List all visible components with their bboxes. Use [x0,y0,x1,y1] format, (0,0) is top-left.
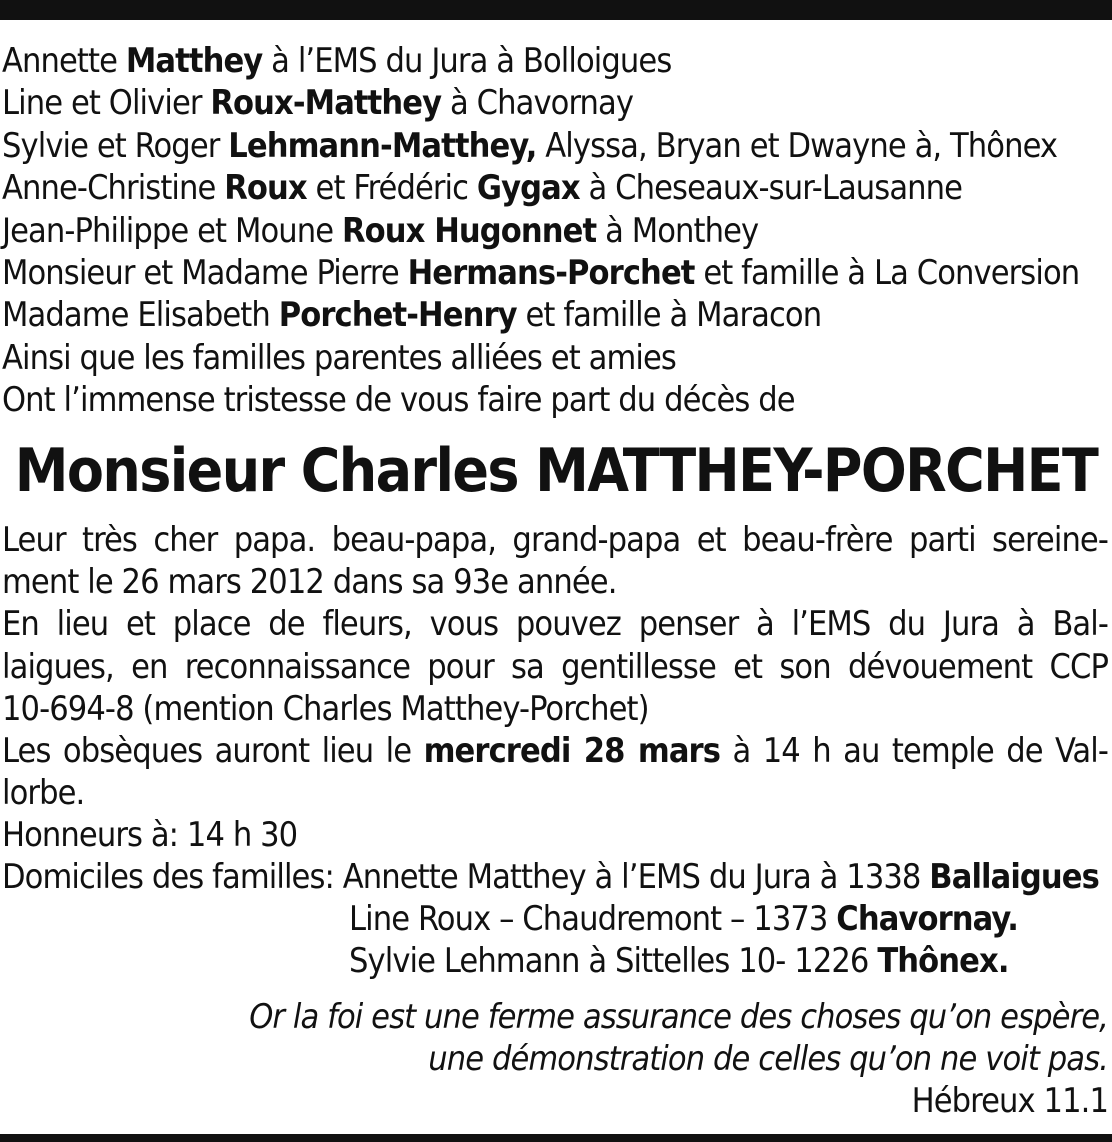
obituary-body [2,519,1108,857]
body-line: 10-694-8 (mention Charles Matthey-Porchet) [2,688,649,729]
family-line [2,252,1110,294]
deceased-name: Monsieur Charles MATTHEY-PORCHET [14,436,1098,506]
family-text: Sylvie et Roger [2,125,229,166]
family-surname: Roux [224,168,307,209]
family-text: Anne-Christine [2,168,225,209]
announcement-line [2,379,1110,421]
domicile-address: Sylvie Lehmann à Sittelles 10- 1226 [349,941,878,982]
funeral-line [2,730,1108,772]
body-line: ment le 26 mars 2012 dans sa 93e année. [2,562,617,603]
family-text: Madame Elisabeth [2,295,279,336]
family-place: à Cheseaux-sur-Lausanne [579,168,963,209]
domicile-town: Ballaigues [929,857,1099,897]
family-place: Alyssa, Bryan et Dwayne à, Thônex [536,125,1058,166]
quote-reference: Hébreux 11.1 [911,1081,1108,1121]
funeral-text: à 14 h au temple de Val- [720,730,1109,771]
family-text: Jean-Philippe et Moune [2,210,342,251]
family-line [2,125,1110,167]
family-place: et famille à La Conversion [694,252,1080,293]
family-text: Ainsi que les familles parentes alliées et amies [2,337,676,378]
domicile-town: Thônex. [877,941,1009,982]
family-line [2,294,1110,336]
funeral-text: Les obsèques auront lieu le [2,730,424,771]
family-text: Monsieur et Madame Pierre [2,252,408,293]
domicile-row [2,898,1110,940]
body-line: laigues, en reconnaissance pour sa gentillesse et son dévouement CCP [2,646,1108,687]
top-rule [0,0,1112,20]
family-surname: Matthey [125,41,263,81]
domiciles-label: Domiciles des familles: [2,857,343,897]
body-line: En lieu et place de fleurs, vous pouvez penser à l’EMS du Jura à Bal- [2,604,1108,645]
family-line [2,82,1110,124]
announcement-text: Ont l’immense tristesse de vous faire part du décès de [2,380,795,421]
family-list [2,40,1110,422]
bible-quote [8,996,1108,1080]
bottom-rule [0,1134,1112,1142]
domicile-address: Line Roux – Chaudremont – 1373 [349,899,837,940]
body-line: Leur très cher papa. beau-papa, grand-papa et beau-frère parti sereine- [2,520,1108,560]
family-place: à Monthey [596,210,759,251]
family-surname: Roux-Matthey [210,83,442,124]
funeral-date: mercredi 28 mars [423,730,721,771]
family-surname: Roux Hugonnet [342,210,597,251]
family-line [2,210,1110,252]
family-text: et Frédéric [306,168,477,209]
family-place: à l’EMS du Jura à Bolloigues [262,41,672,81]
body-line: lorbe. [2,773,85,814]
family-line [2,40,1110,82]
domicile-address: Annette Matthey à l’EMS du Jura à 1338 [342,857,930,897]
family-line [2,167,1110,209]
family-place: et famille à Maracon [516,295,822,336]
family-place: à Chavornay [441,83,634,124]
domicile-row [2,940,1110,982]
family-line [2,337,1110,379]
family-surname: Porchet-Henry [278,295,517,336]
family-text: Annette [2,41,126,81]
quote-line: Or la foi est une ferme assurance des choses qu’on espère, [249,997,1108,1037]
family-text: Line et Olivier [2,83,211,124]
quote-line: une démonstration de celles qu’on ne voit pas. [428,1039,1108,1079]
domiciles-block [2,856,1110,983]
family-surname: Hermans-Porchet [407,252,695,293]
family-surname: Lehmann-Matthey, [228,125,537,166]
honneurs-line: Honneurs à: 14 h 30 [2,815,298,856]
family-surname: Gygax [476,168,580,209]
domicile-town: Chavornay. [836,899,1019,940]
domicile-row [2,856,1110,898]
